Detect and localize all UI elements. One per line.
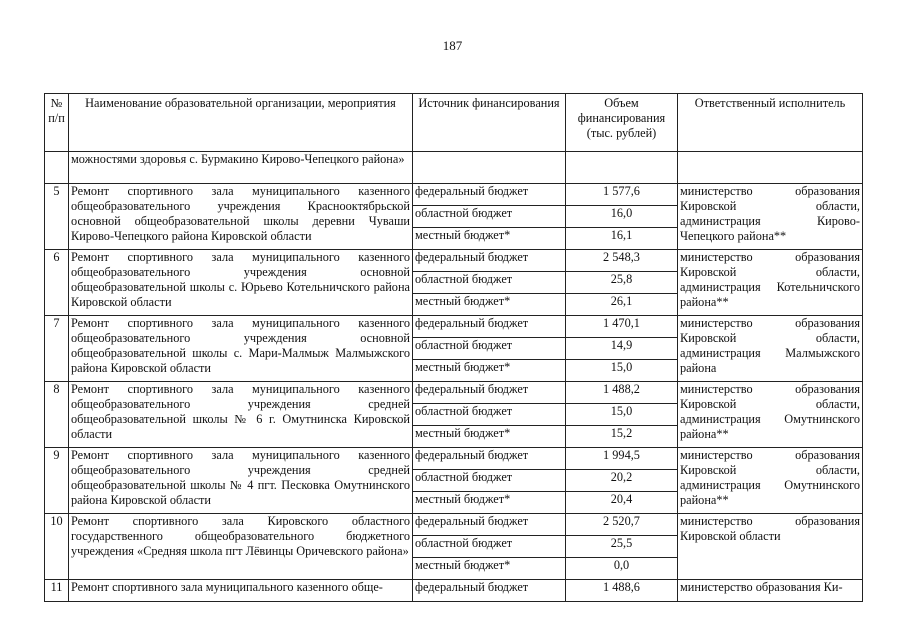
- table-row: [45, 316, 863, 338]
- source-label: федеральный бюджет: [413, 448, 566, 470]
- responsible-text: министерство образования Кировской области, администрация Малмыжского района: [678, 316, 863, 382]
- row-name: Ремонт спортивного зала муниципального казенного общеобразовательного учреждения Краснооктябрьской основной общеобразовательной школы деревни Чуваши Кирово-Чепецкого района Кировской области: [69, 184, 413, 250]
- amount-value: 16,0: [566, 206, 678, 228]
- header-responsible: Ответственный исполнитель: [678, 94, 863, 152]
- source-label: федеральный бюджет: [413, 514, 566, 536]
- row-number: 10: [45, 514, 69, 580]
- table-row: [45, 580, 863, 602]
- amount-value: 0,0: [566, 558, 678, 580]
- amount-value: 16,1: [566, 228, 678, 250]
- row-number: 8: [45, 382, 69, 448]
- row-number: 11: [45, 580, 69, 602]
- table-row: [45, 448, 863, 470]
- amount-value: 2 520,7: [566, 514, 678, 536]
- header-source: Источник финансирования: [413, 94, 566, 152]
- amount-value: 1 577,6: [566, 184, 678, 206]
- source-label: местный бюджет*: [413, 558, 566, 580]
- responsible-text: министерство образования Кировской области, администрация Котельничского района**: [678, 250, 863, 316]
- source-label: федеральный бюджет: [413, 250, 566, 272]
- row-name: Ремонт спортивного зала муниципального казенного общеобразовательного учреждения средней общеобразовательной школы № 6 г. Омутнинска Кировской области: [69, 382, 413, 448]
- amount-value: 20,2: [566, 470, 678, 492]
- row-name: Ремонт спортивного зала муниципального казенного обще-: [69, 580, 413, 602]
- source-label: областной бюджет: [413, 470, 566, 492]
- source-label: областной бюджет: [413, 404, 566, 426]
- source-label: федеральный бюджет: [413, 184, 566, 206]
- row-name: Ремонт спортивного зала муниципального казенного общеобразовательного учреждения средней общеобразовательной школы № 4 пгт. Песковка Омутнинского района Кировской области: [69, 448, 413, 514]
- row-number: 6: [45, 250, 69, 316]
- source-label: областной бюджет: [413, 536, 566, 558]
- source-label: областной бюджет: [413, 338, 566, 360]
- amount-value: 15,0: [566, 360, 678, 382]
- responsible-text: министерство образования Кировской области, администрация Омутнинского района**: [678, 382, 863, 448]
- responsible-text: министерство образования Кировской области, администрация Омутнинского района**: [678, 448, 863, 514]
- header-num: № п/п: [45, 94, 69, 152]
- source-label: федеральный бюджет: [413, 580, 566, 602]
- table-row: [45, 514, 863, 536]
- source-label: федеральный бюджет: [413, 382, 566, 404]
- continuation-text: можностями здоровья с. Бурмакино Кирово-Чепецкого района»: [69, 152, 413, 184]
- source-label: местный бюджет*: [413, 492, 566, 514]
- table-row: [45, 382, 863, 404]
- header-amount: Объем финансирования (тыс. рублей): [566, 94, 678, 152]
- responsible-text: министерство образования Кировской области, администрация Кирово-Чепецкого района**: [678, 184, 863, 250]
- responsible-text: министерство образования Кировской области: [678, 514, 863, 580]
- page-number: 187: [442, 38, 463, 53]
- amount-value: 14,9: [566, 338, 678, 360]
- table-row: [45, 184, 863, 206]
- source-label: областной бюджет: [413, 206, 566, 228]
- row-name: Ремонт спортивного зала муниципального казенного общеобразовательного учреждения основной общеобразовательной школы с. Юрьево Котельничского района Кировской области: [69, 250, 413, 316]
- source-label: местный бюджет*: [413, 426, 566, 448]
- source-label: местный бюджет*: [413, 294, 566, 316]
- amount-value: 1 994,5: [566, 448, 678, 470]
- table-header-row: [45, 94, 863, 152]
- amount-value: 15,0: [566, 404, 678, 426]
- source-label: местный бюджет*: [413, 228, 566, 250]
- responsible-text: министерство образования Ки-: [678, 580, 863, 602]
- source-label: местный бюджет*: [413, 360, 566, 382]
- header-name: Наименование образовательной организации, мероприятия: [69, 94, 413, 152]
- table-row: [45, 250, 863, 272]
- amount-value: 1 488,2: [566, 382, 678, 404]
- continuation-row: [45, 152, 863, 184]
- amount-value: 15,2: [566, 426, 678, 448]
- row-number: 7: [45, 316, 69, 382]
- amount-value: 25,8: [566, 272, 678, 294]
- amount-value: 25,5: [566, 536, 678, 558]
- amount-value: 2 548,3: [566, 250, 678, 272]
- source-label: областной бюджет: [413, 272, 566, 294]
- row-name: Ремонт спортивного зала муниципального казенного общеобразовательного учреждения основной общеобразовательной школы с. Мари-Малмыж Малмыжского района Кировской области: [69, 316, 413, 382]
- amount-value: 20,4: [566, 492, 678, 514]
- amount-value: 1 488,6: [566, 580, 678, 602]
- amount-value: 26,1: [566, 294, 678, 316]
- row-name: Ремонт спортивного зала Кировского областного государственного общеобразовательного бюджетного учреждения «Средняя школа пгт Лёвинцы Оричевского района»: [69, 514, 413, 580]
- financing-table: [44, 93, 863, 602]
- row-number: 5: [45, 184, 69, 250]
- row-number: 9: [45, 448, 69, 514]
- source-label: федеральный бюджет: [413, 316, 566, 338]
- amount-value: 1 470,1: [566, 316, 678, 338]
